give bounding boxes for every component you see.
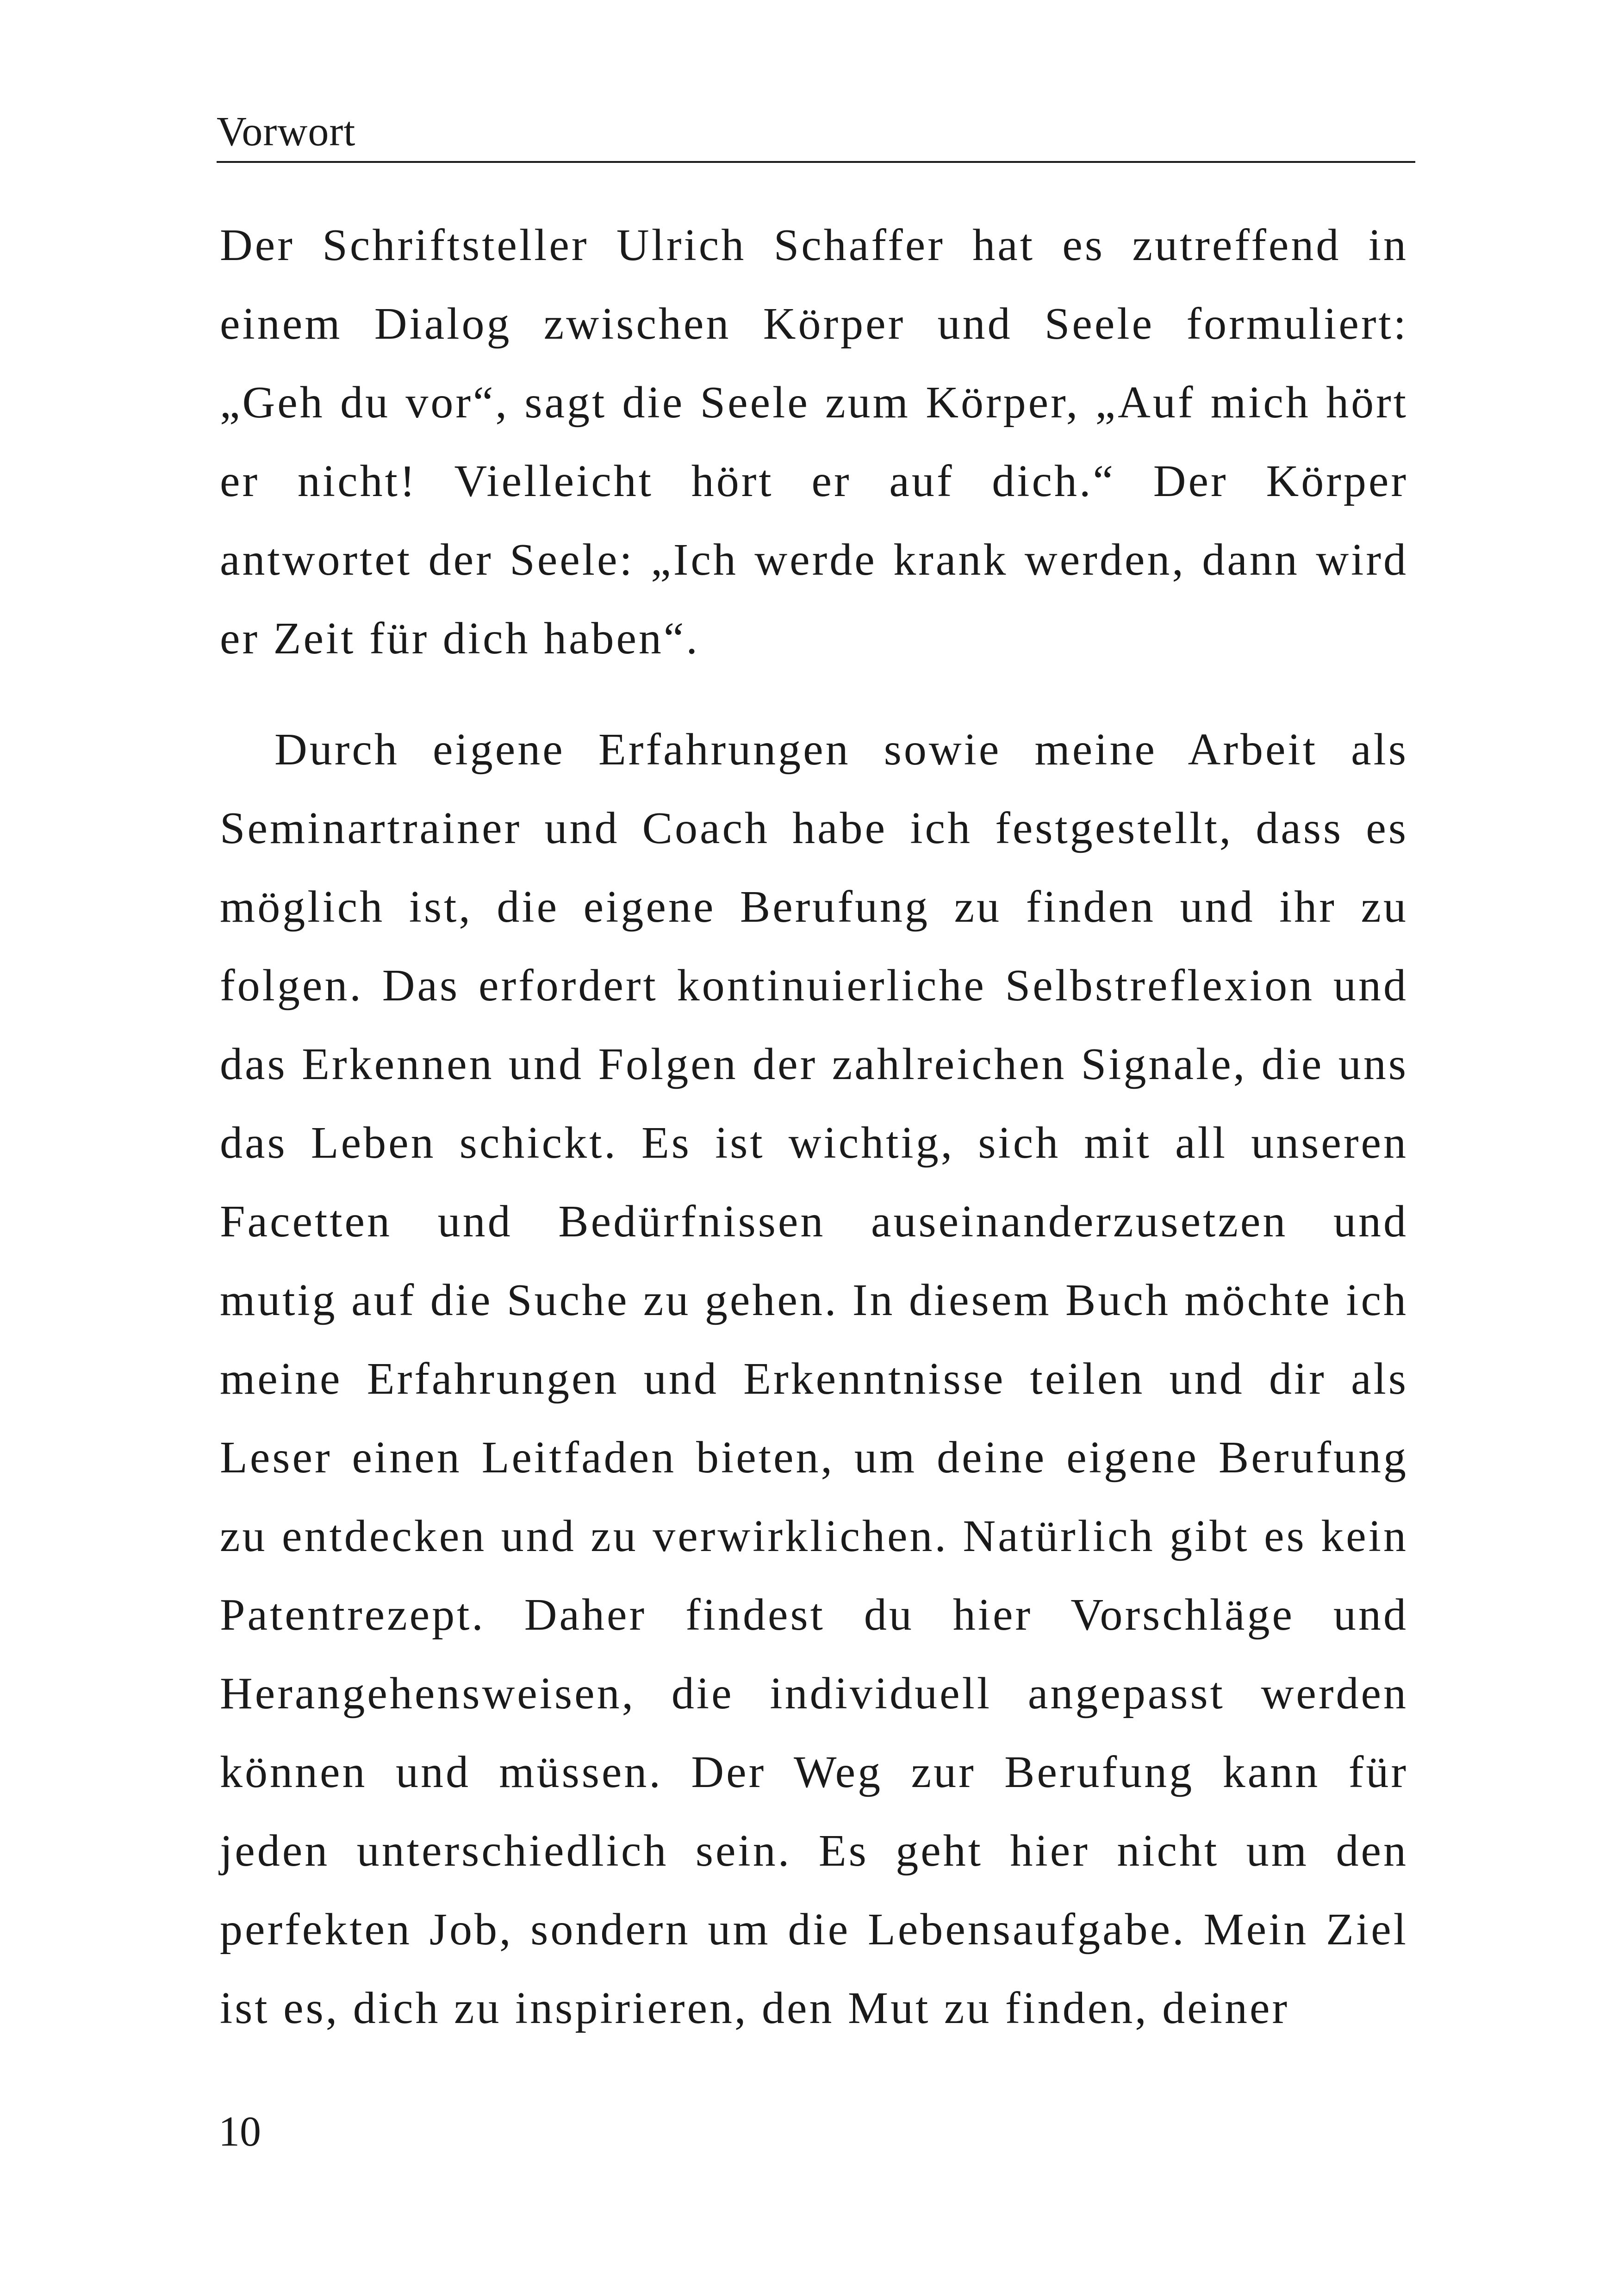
chapter-title: Vorwort: [217, 109, 356, 155]
paragraph: Der Schriftsteller Ulrich Schaffer hat es zutreffend in einem Dialog zwischen Körper und Seele formuliert: „Geh du vor“, sagt die Seele zum Körper, „Auf mich hört er nicht! Vielleicht hört er auf dich.“ Der Körper antwortet der Seele: „Ich werde krank werden, dann wird er Zeit für dich haben“.: [220, 220, 1408, 664]
running-header: [217, 105, 1415, 163]
page-number: 10: [218, 2108, 261, 2155]
body-text: [220, 206, 1408, 2048]
paragraph: Durch eigene Erfahrungen sowie meine Arbeit als Seminartrainer und Coach habe ich festgestellt, dass es möglich ist, die eigene Berufung zu finden und ihr zu folgen. Das erfordert kontinuierliche Selbstreflexion und das Erkennen und Folgen der zahlreichen Signale, die uns das Leben schickt. Es ist wichtig, sich mit all unseren Facetten und Bedürfnissen auseinanderzusetzen und mutig auf die Suche zu gehen. In diesem Buch möchte ich meine Erfahrungen und Erkenntnisse teilen und dir als Leser einen Leitfaden bieten, um deine eigene Berufung zu entdecken und zu verwirklichen. Natürlich gibt es kein Patentrezept. Daher findest du hier Vorschläge und Herangehensweisen, die individuell angepasst werden können und müssen. Der Weg zur Berufung kann für jeden unterschiedlich sein. Es geht hier nicht um den perfekten Job, sondern um die Lebensaufgabe. Mein Ziel ist es, dich zu inspirieren, den Mut zu finden, deiner: [220, 725, 1408, 2033]
